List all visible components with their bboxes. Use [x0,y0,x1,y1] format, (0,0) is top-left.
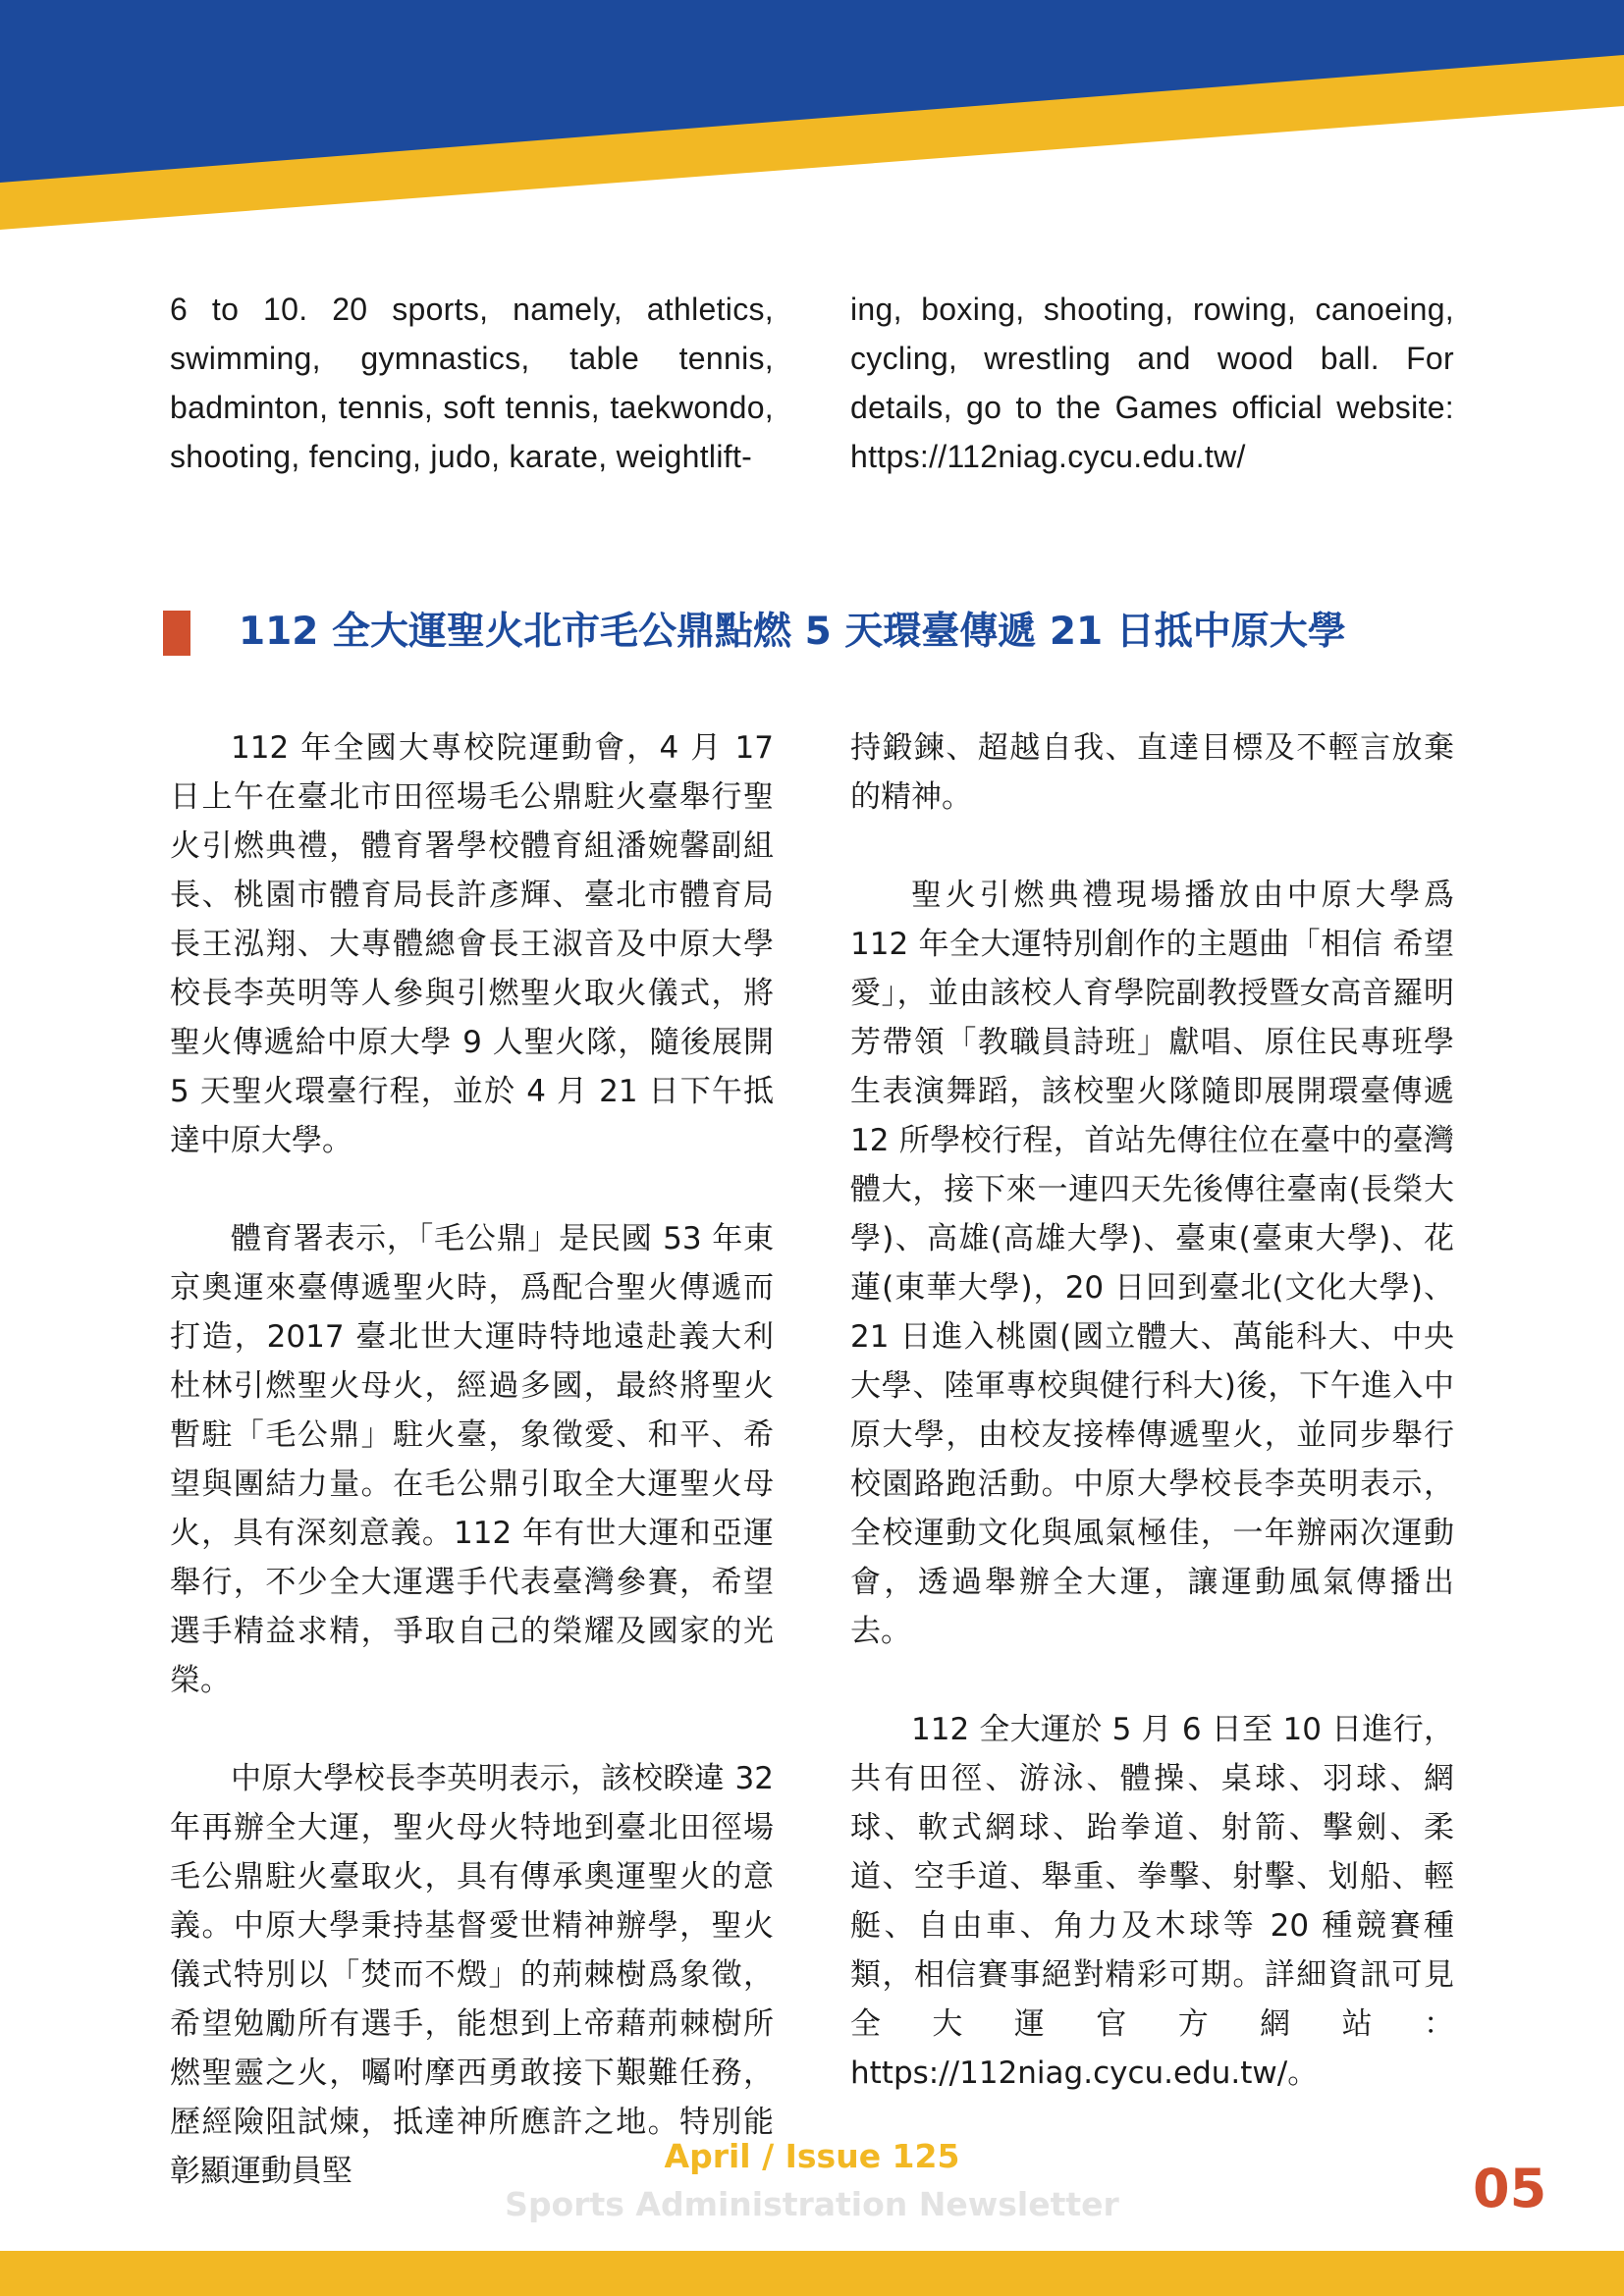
footer-bar [0,2251,1624,2296]
article-paragraph: 持鍛鍊、超越自我、直達目標及不輕言放棄的精神。 [850,730,1454,815]
article-column-right [850,723,1454,2098]
article-paragraph: 聖火引燃典禮現場播放由中原大學爲 112 年全大運特別創作的主題曲「相信 希望 愛」，並由該校人育學院副教授暨女高音羅明芳帶領「教職員詩班」獻唱、原住民專班學生表演舞蹈，該校聖火隊隨即展開環臺傳遞 12 所學校行程，首站先傳往位在臺中的臺灣體大，接下來一連四天先後傳往臺南(長榮大學)、高雄(高雄大學)、臺東(臺東大學)、花蓮(東華大學)，20 日回到臺北(文化大學)、21 日進入桃園(國立體大、萬能科大、中央大學、陸軍專校與健行科大)後，下午進入中原大學，由校友接棒傳遞聖火，並同步舉行校園路跑活動。中原大學校長李英明表示，全校運動文化與風氣極佳，一年辦兩次運動會，透過舉辦全大運，讓運動風氣傳播出去。 [850,878,1454,1649]
article-paragraph: 體育署表示，「毛公鼎」是民國 53 年東京奧運來臺傳遞聖火時，爲配合聖火傳遞而打造，2017 臺北世大運時特地遠赴義大利杜林引燃聖火母火，經過多國，最終將聖火暫駐「毛公鼎」駐火臺，象徵愛、和平、希望與團結力量。在毛公鼎引取全大運聖火母火，具有深刻意義。112 年有世大運和亞運舉行，不少全大運選手代表臺灣參賽，希望選手精益求精，爭取自己的榮耀及國家的光榮。 [170,1221,774,1698]
english-column-left [170,285,774,481]
article-column-left [170,723,774,2196]
english-paragraph-right: ing, boxing, shooting, rowing, canoeing, cycling, wrestling and wood ball. For details, go to the Games official website: https://112niag.cycu.edu.tw/ [850,292,1454,474]
footer-issue-label: April / Issue 125 [664,2137,960,2175]
page-number: 05 [1473,2158,1547,2219]
article-paragraph: 112 年全國大專校院運動會，4 月 17 日上午在臺北市田徑場毛公鼎駐火臺舉行聖火引燃典禮，體育署學校體育組潘婉馨副組長、桃園市體育局長許彥輝、臺北市體育局長王泓翔、大專體總會長王淑音及中原大學校長李英明等人參與引燃聖火取火儀式，將聖火傳遞給中原大學 9 人聖火隊，隨後展開 5 天聖火環臺行程，並於 4 月 21 日下午抵達中原大學。 [170,730,774,1158]
article-paragraph: 中原大學校長李英明表示，該校睽違 32 年再辦全大運，聖火母火特地到臺北田徑場毛公鼎駐火臺取火，具有傳承奧運聖火的意義。中原大學秉持基督愛世精神辦學，聖火儀式特別以「焚而不燬」的荊棘樹爲象徵，希望勉勵所有選手，能想到上帝藉荊棘樹所燃聖靈之火，囑咐摩西勇敢接下艱難任務，歷經險阻試煉，抵達神所應許之地。特別能彰顯運動員堅 [170,1761,774,2189]
footer-publication-name: Sports Administration Newsletter [505,2185,1119,2223]
header-banner [0,0,1624,236]
article-paragraph: 112 全大運於 5 月 6 日至 10 日進行，共有田徑、游泳、體操、桌球、羽球、網球、軟式網球、跆拳道、射箭、擊劍、柔道、空手道、舉重、拳擊、射擊、划船、輕艇、自由車、角力及木球等 20 種競賽種類，相信賽事絕對精彩可期。詳細資訊可見全大運官方網站：https://112niag.cycu.edu.tw/。 [850,1712,1454,2091]
article-title: 112 全大運聖火北市毛公鼎點燃 5 天環臺傳遞 21 日抵中原大學 [239,610,1346,654]
section-marker [163,611,190,656]
english-column-right [850,285,1454,481]
english-paragraph-left: 6 to 10. 20 sports, namely, athletics, swimming, gymnastics, table tennis, badminton, tennis, soft tennis, taekwondo, shooting, fencing, judo, karate, weightlift- [170,292,774,474]
